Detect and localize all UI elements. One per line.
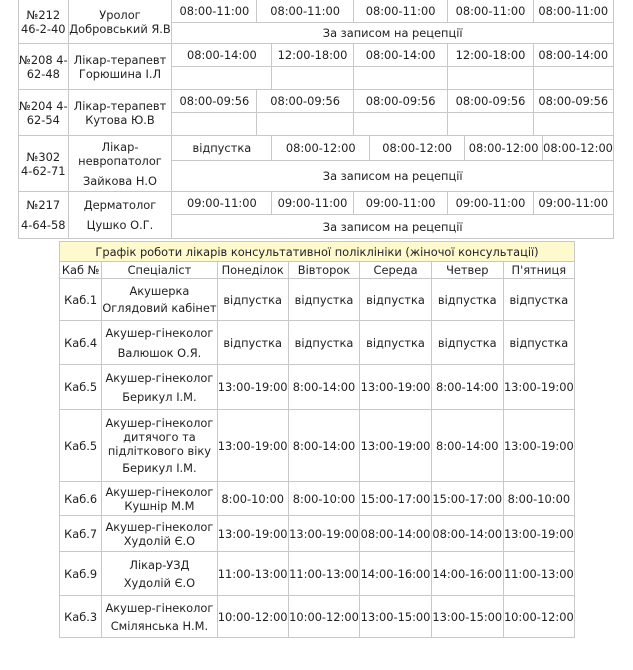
table-row (59, 552, 575, 596)
specialist-cell: Акушер-гінеколог Худолій Є.О (102, 516, 217, 552)
specialist-cell: Лікар- невропатолог Зайкова Н.О (69, 136, 173, 192)
room-cell: Каб.6 (59, 482, 102, 516)
room-phone-cell: №204 4- 62-54 (18, 90, 69, 136)
time-cell: 8:00-14:00 (432, 410, 504, 482)
time-cell: 09:00-11:00 (172, 192, 272, 215)
time-cell: 12:00-18:00 (272, 44, 354, 67)
table-row (18, 44, 614, 67)
time-cell: 13:00-19:00 (289, 516, 360, 552)
time-cell: відпустка (360, 279, 432, 321)
column-header: Каб № (59, 262, 102, 279)
time-cell: 08:00-09:56 (534, 90, 614, 113)
table-row (59, 410, 575, 482)
time-cell: відпустка (504, 321, 575, 365)
time-cell: 13:00-15:00 (360, 596, 432, 638)
time-cell: 08:00-09:56 (354, 90, 449, 113)
time-cell: 08:00-09:56 (257, 90, 353, 113)
time-cell: 08:00-14:00 (534, 44, 614, 67)
room-phone-cell: №212 46-2-40 (18, 0, 69, 44)
time-cell: відпустка (172, 136, 272, 161)
time-cell: 8:00-14:00 (432, 365, 504, 410)
room-cell: Каб.3 (59, 596, 102, 638)
time-cell: 08:00-14:00 (432, 516, 504, 552)
time-cell: 08:00-12:00 (370, 136, 465, 161)
time-cell: 08:00-11:00 (257, 0, 353, 23)
room-phone-cell: №208 4- 62-48 (18, 44, 69, 90)
time-cell: 08:00-14:00 (360, 516, 432, 552)
time-cell: 10:00-12:00 (289, 596, 360, 638)
time-cell: 13:00-19:00 (504, 365, 575, 410)
time-cell: 14:00-16:00 (360, 552, 432, 596)
time-cell: 08:00-11:00 (534, 0, 614, 23)
column-header: Середа (360, 262, 432, 279)
table-row (59, 516, 575, 552)
room-phone-cell: №302 4-62-71 (18, 136, 69, 192)
top-schedule-table (18, 0, 614, 239)
time-cell: 08:00-11:00 (448, 0, 533, 23)
time-cell: відпустка (289, 321, 360, 365)
table-row (59, 279, 575, 321)
time-cell: відпустка (218, 279, 289, 321)
room-cell: Каб.4 (59, 321, 102, 365)
time-cell: 13:00-19:00 (360, 365, 432, 410)
specialist-cell: Акушер-гінеколог Смілянська Н.М. (102, 596, 217, 638)
column-header: Вівторок (289, 262, 360, 279)
time-cell: 08:00-12:00 (543, 136, 614, 161)
time-cell: 08:00-11:00 (354, 0, 449, 23)
time-cell: 08:00-14:00 (354, 44, 449, 67)
time-cell: 15:00-17:00 (432, 482, 504, 516)
specialist-cell: Дерматолог Цушко О.Г. (69, 192, 173, 239)
time-cell: 11:00-13:00 (289, 552, 360, 596)
time-cell: 13:00-19:00 (504, 410, 575, 482)
table-row (18, 90, 614, 113)
time-cell: 8:00-10:00 (289, 482, 360, 516)
time-cell: 8:00-14:00 (289, 365, 360, 410)
time-cell: 08:00-12:00 (465, 136, 543, 161)
time-cell: 08:00-14:00 (172, 44, 272, 67)
room-cell: Каб.1 (59, 279, 102, 321)
time-cell: 12:00-18:00 (448, 44, 533, 67)
time-cell: відпустка (289, 279, 360, 321)
time-cell: 13:00-19:00 (218, 516, 289, 552)
table-row (59, 321, 575, 365)
appointment-note: За записом на рецепції (172, 161, 614, 192)
time-cell: 08:00-09:56 (172, 90, 257, 113)
specialist-cell: Акушер-гінеколог Кушнір М.М (102, 482, 217, 516)
time-cell: 14:00-16:00 (432, 552, 504, 596)
table-row (18, 0, 614, 23)
time-cell: 08:00-12:00 (272, 136, 370, 161)
time-cell: 13:00-19:00 (218, 365, 289, 410)
time-cell: відпустка (504, 279, 575, 321)
column-header: П'ятниця (504, 262, 575, 279)
time-cell: відпустка (360, 321, 432, 365)
time-cell: 09:00-11:00 (354, 192, 449, 215)
table-row (18, 192, 614, 215)
time-cell: відпустка (432, 279, 504, 321)
time-cell: 08:00-11:00 (172, 0, 257, 23)
room-cell: Каб.7 (59, 516, 102, 552)
column-header: Понеділок (218, 262, 289, 279)
time-cell: 09:00-11:00 (534, 192, 614, 215)
time-cell: 13:00-19:00 (218, 410, 289, 482)
specialist-cell: Лікар-терапевт Кутова Ю.В (69, 90, 173, 136)
time-cell: 11:00-13:00 (218, 552, 289, 596)
specialist-cell: Уролог Добровський Я.В (69, 0, 173, 44)
time-cell: 8:00-10:00 (504, 482, 575, 516)
header-row (59, 262, 575, 279)
time-cell: 10:00-12:00 (218, 596, 289, 638)
specialist-cell: Акушер-гінеколог дитячого та підліткового віку Берикул І.М. (102, 410, 217, 482)
table-row (18, 136, 614, 161)
womens-clinic-schedule-table (59, 241, 575, 638)
time-cell: 11:00-13:00 (504, 552, 575, 596)
specialist-cell: Акушер-гінеколог Берикул І.М. (102, 365, 217, 410)
time-cell: відпустка (432, 321, 504, 365)
specialist-cell: Акушер-гінеколог Валюшок О.Я. (102, 321, 217, 365)
time-cell: 8:00-14:00 (289, 410, 360, 482)
time-cell: 09:00-11:00 (448, 192, 533, 215)
schedule-title: Графік роботи лікарів консультативної поліклініки (жіночої консультації) (59, 241, 575, 262)
specialist-cell: Лікар-УЗД Худолій Є.О (102, 552, 217, 596)
time-cell: 10:00-12:00 (504, 596, 575, 638)
time-cell: 15:00-17:00 (360, 482, 432, 516)
column-header: Четвер (432, 262, 504, 279)
table-row (59, 365, 575, 410)
time-cell: відпустка (218, 321, 289, 365)
table-row (59, 482, 575, 516)
time-cell: 13:00-15:00 (432, 596, 504, 638)
room-phone-cell: №217 4-64-58 (18, 192, 69, 239)
appointment-note: За записом на рецепції (172, 23, 614, 44)
room-cell: Каб.5 (59, 410, 102, 482)
time-cell: 08:00-09:56 (448, 90, 533, 113)
time-cell: 13:00-19:00 (504, 516, 575, 552)
column-header: Спеціаліст (102, 262, 217, 279)
specialist-cell: Акушерка Оглядовий кабінет (102, 279, 217, 321)
appointment-note: За записом на рецепції (172, 215, 614, 239)
room-cell: Каб.5 (59, 365, 102, 410)
time-cell: 8:00-10:00 (218, 482, 289, 516)
time-cell: 13:00-19:00 (360, 410, 432, 482)
table-row (59, 596, 575, 638)
specialist-cell: Лікар-терапевт Горюшина І.Л (69, 44, 173, 90)
room-cell: Каб.9 (59, 552, 102, 596)
time-cell: 09:00-11:00 (272, 192, 354, 215)
